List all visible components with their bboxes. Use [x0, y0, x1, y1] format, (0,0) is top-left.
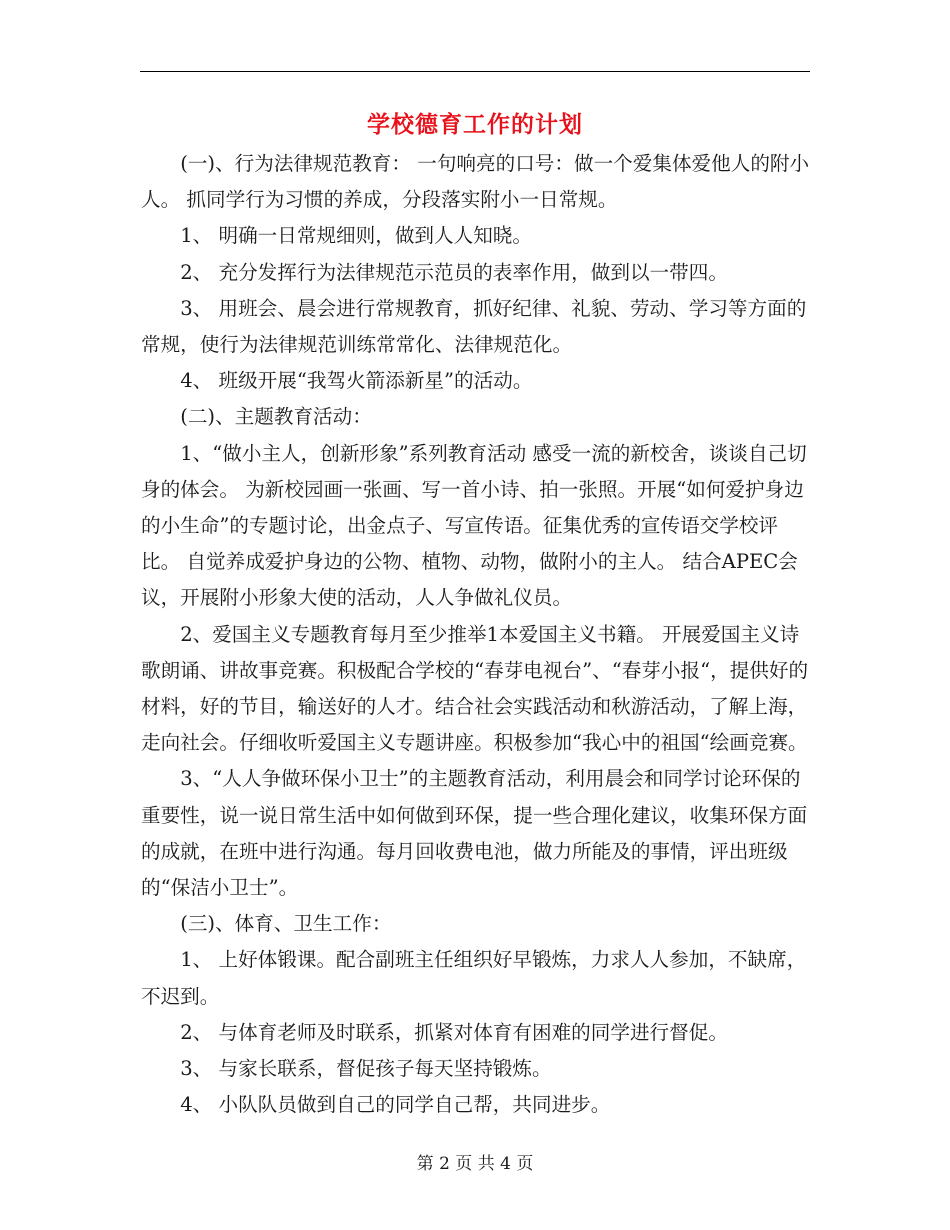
- document-body: [141, 146, 815, 1123]
- list-item: 3、 与家长联系，督促孩子每天坚持锻炼。: [180, 1057, 552, 1081]
- document-title: 学校德育工作的计划: [367, 111, 583, 138]
- list-item: 4、 小队队员做到自己的同学自己帮，共同进步。: [180, 1093, 611, 1117]
- list-item: 1、 明确一日常规细则，做到人人知晓。: [180, 224, 532, 248]
- list-item: 2、 充分发挥行为法律规范示范员的表率作用，做到以一带四。: [180, 260, 728, 284]
- section-heading-sports-health: (三)、体育、卫生工作：: [180, 912, 392, 936]
- list-item: 3、“人人争做环保小卫士”的主题教育活动，利用晨会和同学讨论环保的重要性，说一说日常生活中如何做到环保，提一些合理化建议，收集环保方面的成就，在班中进行沟通。每月回收费电池，做力所能及的事情，评出班级的“保洁小卫士”。: [141, 767, 808, 900]
- list-item: 1、 上好体锻课。配合副班主任组织好早锻炼，力求人人参加，不缺席，不迟到。: [141, 948, 807, 1008]
- section-heading-theme-education: (二)、主题教育活动：: [180, 405, 372, 429]
- list-item: 2、爱国主义专题教育每月至少推举1本爱国主义书籍。 开展爱国主义诗歌朗诵、讲故事竞赛。积极配合学校的“春芽电视台”、“春芽小报“，提供好的材料，好的节目，输送好的人才。结合社会实践活动和秋游活动，了解上海，走向社会。仔细收听爱国主义专题讲座。积极参加“我心中的祖国“绘画竞赛。: [141, 622, 809, 755]
- list-item: 4、 班级开展“我驾火箭添新星”的活动。: [180, 369, 533, 393]
- section-heading-conduct: (一)、行为法律规范教育： 一句响亮的口号：做一个爱集体爱他人的附小人。 抓同学行为习惯的养成，分段落实附小一日常规。: [141, 152, 810, 212]
- page-number: 第 2 页 共 4 页: [416, 1154, 534, 1174]
- header-rule: [140, 71, 810, 72]
- list-item: 3、 用班会、晨会进行常规教育，抓好纪律、礼貌、劳动、学习等方面的常规，使行为法律规范训练常常化、法律规范化。: [141, 296, 807, 357]
- list-item: 1、“做小主人，创新形象”系列教育活动 感受一流的新校舍，谈谈自己切身的体会。 为新校园画一张画、写一首小诗、拍一张照。开展“如何爱护身边的小生命”的专题讨论，出金点子、写宣传语。征集优秀的宣传语交学校评比。 自觉养成爱护身边的公物、植物、动物，做附小的主人。 结合APEC会议，开展附小形象大使的活动，人人争做礼仪员。: [141, 441, 807, 610]
- list-item: 2、 与体育老师及时联系，抓紧对体育有困难的同学进行督促。: [180, 1020, 728, 1044]
